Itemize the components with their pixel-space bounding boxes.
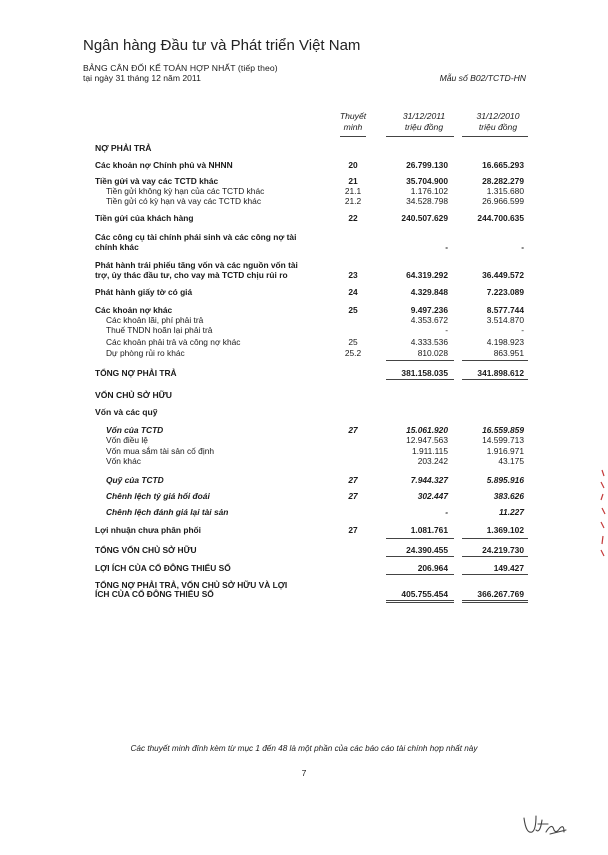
section-equity: VỐN CHỦ SỞ HỮU	[95, 390, 173, 400]
grand-total-double-rule-2011	[386, 602, 454, 603]
sheet-title: BẢNG CÂN ĐỐI KẾ TOÁN HỢP NHẤT (tiếp theo)	[83, 63, 278, 73]
header-rule-2011	[386, 136, 454, 137]
total-rule-2011	[386, 379, 454, 380]
equity-rule-2011	[386, 538, 454, 539]
bank-name: Ngân hàng Đầu tư và Phát triển Việt Nam	[83, 37, 361, 54]
subtotal-rule-2011	[386, 360, 454, 361]
grand-total-rule-2010	[462, 600, 528, 601]
equity-total-rule-2011	[386, 556, 454, 557]
section-liabilities: NỢ PHẢI TRẢ	[95, 143, 152, 153]
minority-rule-2010	[462, 574, 528, 575]
header-rule-note	[340, 136, 366, 137]
col-head-2011: 31/12/2011 triệu đồng	[402, 111, 446, 132]
grand-total-rule-2011	[386, 600, 454, 601]
equity-rule-2010	[462, 538, 528, 539]
page-number: 7	[301, 768, 307, 778]
col-head-2010: 31/12/2010 triệu đồng	[476, 111, 520, 132]
signature	[520, 810, 570, 840]
section-capital-funds: Vốn và các quỹ	[95, 407, 158, 417]
grand-total-double-rule-2010	[462, 602, 528, 603]
sheet-date: tại ngày 31 tháng 12 năm 2011	[83, 73, 201, 83]
red-stamp-edge	[598, 468, 606, 558]
equity-total-rule-2010	[462, 556, 528, 557]
form-code: Mẫu số B02/TCTD-HN	[439, 73, 526, 83]
subtotal-rule-2010	[462, 360, 528, 361]
document-page: Ngân hàng Đầu tư và Phát triển Việt Nam BẢNG CÂN ĐỐI KẾ TOÁN HỢP NHẤT (tiếp theo) tại ngày 31 tháng 12 năm 2011 Mẫu số B02/TCTD-HN Thuyết minh 31/12/2011 triệu đồng 31/12/2010 triệu đồng NỢ PHẢI TRẢ Các khoản nợ Chính phủ và NHNN 20 26.799.130 16.665.293 Tiền gửi và vay các TCTD khác 21 35.704.900 28.282.279 Tiền gửi không kỳ hạn của các TCTD khác 21.1 1.176.102 1.315.680 Tiền gửi có kỳ hạn và vay các TCTD khác 21.2 34.528.798 26.966.599 Tiền gửi của khách hàng 22 240.507.629 244.700.635 Các công cụ tài chính phái sinh và các công nợ tài chính khác - - Phát hành trái phiếu tăng vốn và các nguồn vốn tài trợ, ủy thác đầu tư, cho vay mà TCTD chịu rủi ro 23 64.319.292 36.449.572 Phát hành giấy tờ có giá 24 4.329.848 7.223.089 Các khoản nợ khác 25 9.497.236 8.577.744 Các khoản lãi, phí phải trả 4.353.672 3.514.870 Thuế TNDN hoãn lại phải trả - - Các khoản phải trả và công nợ khác 25 4.333.536 4.198.923 Dự phòng rủi ro khác 25.2 810.028 863.951 TỔNG NỢ PHẢI TRẢ 381.158.035 341.898.612 VỐN CHỦ SỞ HỮU Vốn và các quỹ Vốn của TCTD 27 15.061.920 16.559.859 Vốn điều lệ 12.947.563 14.599.713 Vốn mua sắm tài sản cố định 1.911.115 1.916.971 Vốn khác 203.242 43.175 Quỹ của TCTD 27 7.944.327 5.895.916 Chênh lệch tỷ giá hối đoái 27 302.447 383.626 Chênh lệch đánh giá lại tài sản - 11.227 Lợi nhuận chưa phân phối 27 1.081.761 1.369.102 TỔNG VỐN CHỦ SỞ HỮU 24.390.455 24.219.730 LỢI ÍCH CỦA CỔ ĐÔNG THIỂU SỐ 206.964 149.427 TỔNG NỢ PHẢI TRẢ, VỐN CHỦ SỞ HỮU VÀ LỢI ÍCH CỦA CỔ ĐÔNG THIỂU SỐ 405.755.454 366.267.769 Các thuyết minh đính kèm từ mục 1 đến 48 là một phần của các báo cáo tài chính hợp nhất này 7	[0, 0, 608, 855]
footnote: Các thuyết minh đính kèm từ mục 1 đến 48 là một phần của các báo cáo tài chính hợp nhất này	[130, 744, 478, 753]
header-rule-2010	[462, 136, 528, 137]
total-rule-2010	[462, 379, 528, 380]
minority-rule-2011	[386, 574, 454, 575]
col-head-note: Thuyết minh	[339, 111, 367, 132]
